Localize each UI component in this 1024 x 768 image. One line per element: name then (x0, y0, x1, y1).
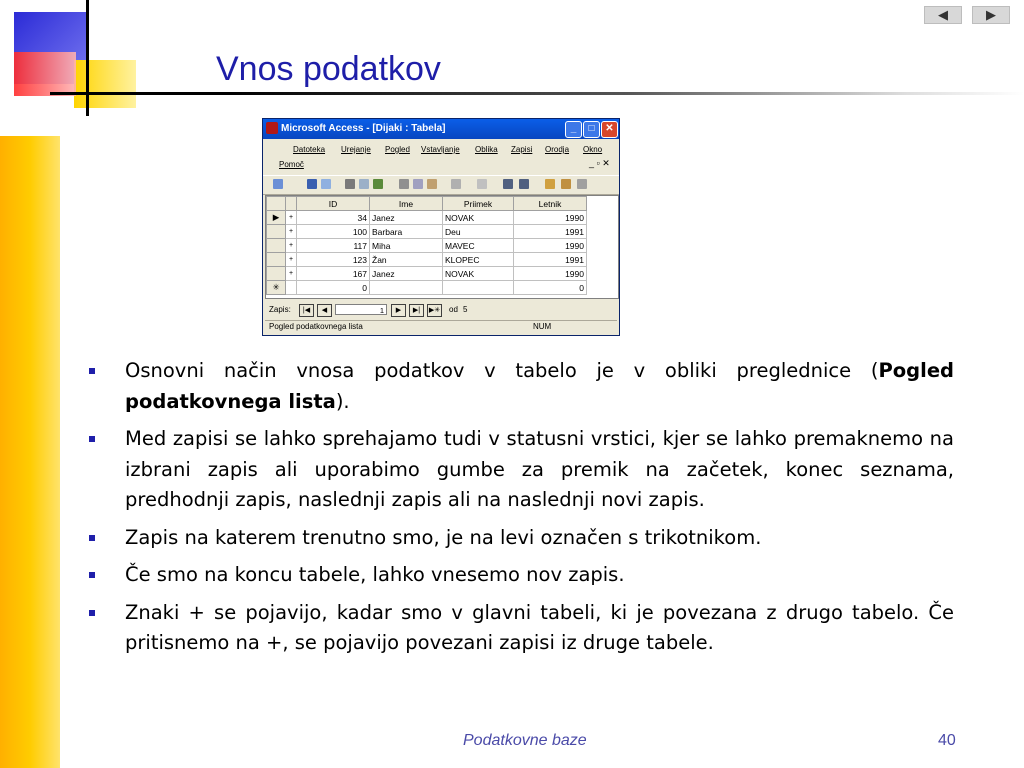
expand-subdatasheet-button[interactable]: + (286, 239, 297, 253)
sort-descending-icon[interactable] (519, 179, 529, 189)
title-underline (230, 92, 1024, 95)
bullet-bold-text: Pogled podatkovnega lista (125, 359, 954, 413)
access-title-bar (263, 119, 619, 139)
cell-id[interactable]: 34 (297, 211, 370, 225)
new-row-expand-cell[interactable] (286, 281, 297, 295)
cell-id[interactable]: 123 (297, 253, 370, 267)
bullet-text-end: ). (335, 389, 350, 413)
prev-slide-button[interactable] (924, 6, 962, 24)
column-header-letnik[interactable]: Letnik (514, 197, 587, 211)
corner-cell (267, 197, 286, 211)
cell-letnik[interactable]: 1991 (514, 253, 587, 267)
toolbar (263, 175, 619, 195)
bullet-item (88, 598, 954, 659)
next-slide-button[interactable] (972, 6, 1010, 24)
menu-urejanje[interactable]: Urejanje (341, 145, 371, 154)
expand-subdatasheet-button[interactable]: + (286, 225, 297, 239)
bullet-item (88, 560, 954, 591)
bullet-text: Zapis na katerem trenutno smo, je na levi označen s trikotnikom. (125, 525, 762, 549)
cell-ime[interactable]: Žan (370, 253, 443, 267)
cell-letnik[interactable]: 1990 (514, 239, 587, 253)
record-selector[interactable] (267, 239, 286, 253)
table-row[interactable] (267, 211, 587, 225)
record-label: Zapis: (269, 305, 291, 314)
new-record-row[interactable] (267, 281, 587, 295)
record-navigation-bar (265, 303, 617, 317)
column-header-id[interactable]: ID (297, 197, 370, 211)
sort-ascending-icon[interactable] (503, 179, 513, 189)
bullet-text: Če smo na koncu tabele, lahko vnesemo nov zapis. (125, 563, 625, 586)
last-record-button[interactable]: ▶| (409, 304, 424, 317)
paste-icon[interactable] (427, 179, 437, 189)
expand-subdatasheet-button[interactable]: + (286, 267, 297, 281)
datasheet-grid (265, 195, 619, 299)
cell-ime[interactable]: Janez (370, 267, 443, 281)
cell-ime[interactable]: Barbara (370, 225, 443, 239)
close-button[interactable]: ✕ (601, 121, 618, 138)
cell-id[interactable]: 117 (297, 239, 370, 253)
logo-vertical-line (86, 0, 89, 116)
bullet-square-icon (89, 572, 95, 578)
record-total: 5 (463, 305, 468, 314)
record-selector[interactable]: ▶ (267, 211, 286, 225)
insert-hyperlink-icon[interactable] (477, 179, 487, 189)
cell-ime[interactable]: Miha (370, 239, 443, 253)
cell-priimek[interactable]: NOVAK (443, 267, 514, 281)
status-num-indicator: NUM (533, 322, 552, 331)
bullet-item (88, 424, 954, 516)
record-of-label: od (449, 305, 458, 314)
cell-id[interactable]: 100 (297, 225, 370, 239)
bullet-text: Osnovni način vnosa podatkov v tabelo je v obliki preglednice ( (125, 359, 879, 382)
copy-icon[interactable] (413, 179, 423, 189)
new-record-marker[interactable]: ✳ (267, 281, 286, 295)
apply-filter-icon[interactable] (577, 179, 587, 189)
menu-orodja[interactable]: Orodja (545, 145, 570, 154)
minimize-button[interactable]: _ (565, 121, 582, 138)
menu-pogled[interactable]: Pogled (385, 145, 410, 154)
expand-subdatasheet-button[interactable]: + (286, 253, 297, 267)
next-record-button[interactable]: ▶ (391, 304, 406, 317)
access-app-icon (266, 122, 278, 134)
menu-bar (263, 140, 619, 174)
logo-red-square (14, 52, 76, 96)
menu-vstavljanje[interactable]: Vstavljanje (421, 145, 460, 154)
bullet-square-icon (89, 436, 95, 442)
page-number: 40 (938, 732, 956, 749)
bullet-text: Med zapisi se lahko sprehajamo tudi v statusni vrstici, kjer se lahko premaknemo na izbrani zapis ali uporabimo gumbe za premik na začetek, konec seznama, predhodnji zapis, naslednji zapis ali na naslednji novi zapis. (125, 427, 954, 511)
record-selector[interactable] (267, 253, 286, 267)
column-header-ime[interactable]: Ime (370, 197, 443, 211)
cell-letnik[interactable]: 1990 (514, 267, 587, 281)
cell-letnik[interactable]: 1991 (514, 225, 587, 239)
bullet-list (88, 356, 954, 666)
table-row[interactable] (267, 225, 587, 239)
left-accent-bar (0, 136, 60, 768)
triangle-left-icon: ◀ (938, 7, 948, 23)
table-row[interactable] (267, 253, 587, 267)
new-cell-ime[interactable] (370, 281, 443, 295)
bullet-text: Znaki + se pojavijo, kadar smo v glavni tabeli, ki je povezana z drugo tabelo. Če pritisnemo na +, se pojavijo povezani zapisi iz druge tabele. (125, 600, 954, 654)
access-window-title: Microsoft Access - [Dijaki : Tabela] (281, 123, 446, 134)
cell-priimek[interactable]: KLOPEC (443, 253, 514, 267)
undo-icon[interactable] (451, 179, 461, 189)
filter-by-selection-icon[interactable] (545, 179, 555, 189)
filter-by-form-icon[interactable] (561, 179, 571, 189)
first-record-button[interactable]: |◀ (299, 304, 314, 317)
bullet-square-icon (89, 610, 95, 616)
bullet-square-icon (89, 368, 95, 374)
view-icon[interactable] (273, 179, 283, 189)
menu-pomoc[interactable]: Pomoč (279, 160, 304, 169)
column-header-priimek[interactable]: Priimek (443, 197, 514, 211)
doc-window-controls[interactable]: _ ▫ ✕ (589, 158, 610, 168)
record-number-input[interactable]: 1 (335, 304, 387, 315)
menu-oblika[interactable]: Oblika (475, 145, 498, 154)
status-view-text: Pogled podatkovnega lista (269, 322, 363, 331)
table-row[interactable] (267, 267, 587, 281)
expand-subdatasheet-button[interactable]: + (286, 211, 297, 225)
cut-icon[interactable] (399, 179, 409, 189)
record-selector[interactable] (267, 267, 286, 281)
new-cell-priimek[interactable] (443, 281, 514, 295)
cell-priimek[interactable]: MAVEC (443, 239, 514, 253)
new-cell-letnik[interactable]: 0 (514, 281, 587, 295)
bullet-item (88, 356, 954, 417)
footer-text: Podatkovne baze (463, 732, 587, 749)
menu-zapisi[interactable]: Zapisi (511, 145, 533, 154)
menu-datoteka[interactable]: Datoteka (293, 145, 326, 154)
cell-ime[interactable]: Janez (370, 211, 443, 225)
bullet-square-icon (89, 535, 95, 541)
access-window (262, 118, 620, 336)
new-cell-id[interactable]: 0 (297, 281, 370, 295)
expand-column-header (286, 197, 297, 211)
slide-title: Vnos podatkov (216, 50, 441, 88)
print-icon[interactable] (345, 179, 355, 189)
bullet-item (88, 523, 954, 554)
record-selector[interactable] (267, 225, 286, 239)
triangle-right-icon: ▶ (986, 7, 996, 23)
cell-priimek[interactable]: Deu (443, 225, 514, 239)
cell-id[interactable]: 167 (297, 267, 370, 281)
spelling-icon[interactable] (373, 179, 383, 189)
menu-okno[interactable]: Okno (583, 145, 603, 154)
print-preview-icon[interactable] (359, 179, 369, 189)
save-icon[interactable] (307, 179, 317, 189)
logo-horizontal-line (50, 92, 230, 95)
logo-yellow-square (74, 60, 136, 108)
maximize-button[interactable]: □ (583, 121, 600, 138)
new-record-button[interactable]: ▶✳ (427, 304, 442, 317)
cell-letnik[interactable]: 1990 (514, 211, 587, 225)
cell-priimek[interactable]: NOVAK (443, 211, 514, 225)
search-icon[interactable] (321, 179, 331, 189)
table-row[interactable] (267, 239, 587, 253)
previous-record-button[interactable]: ◀ (317, 304, 332, 317)
status-bar (265, 320, 617, 334)
